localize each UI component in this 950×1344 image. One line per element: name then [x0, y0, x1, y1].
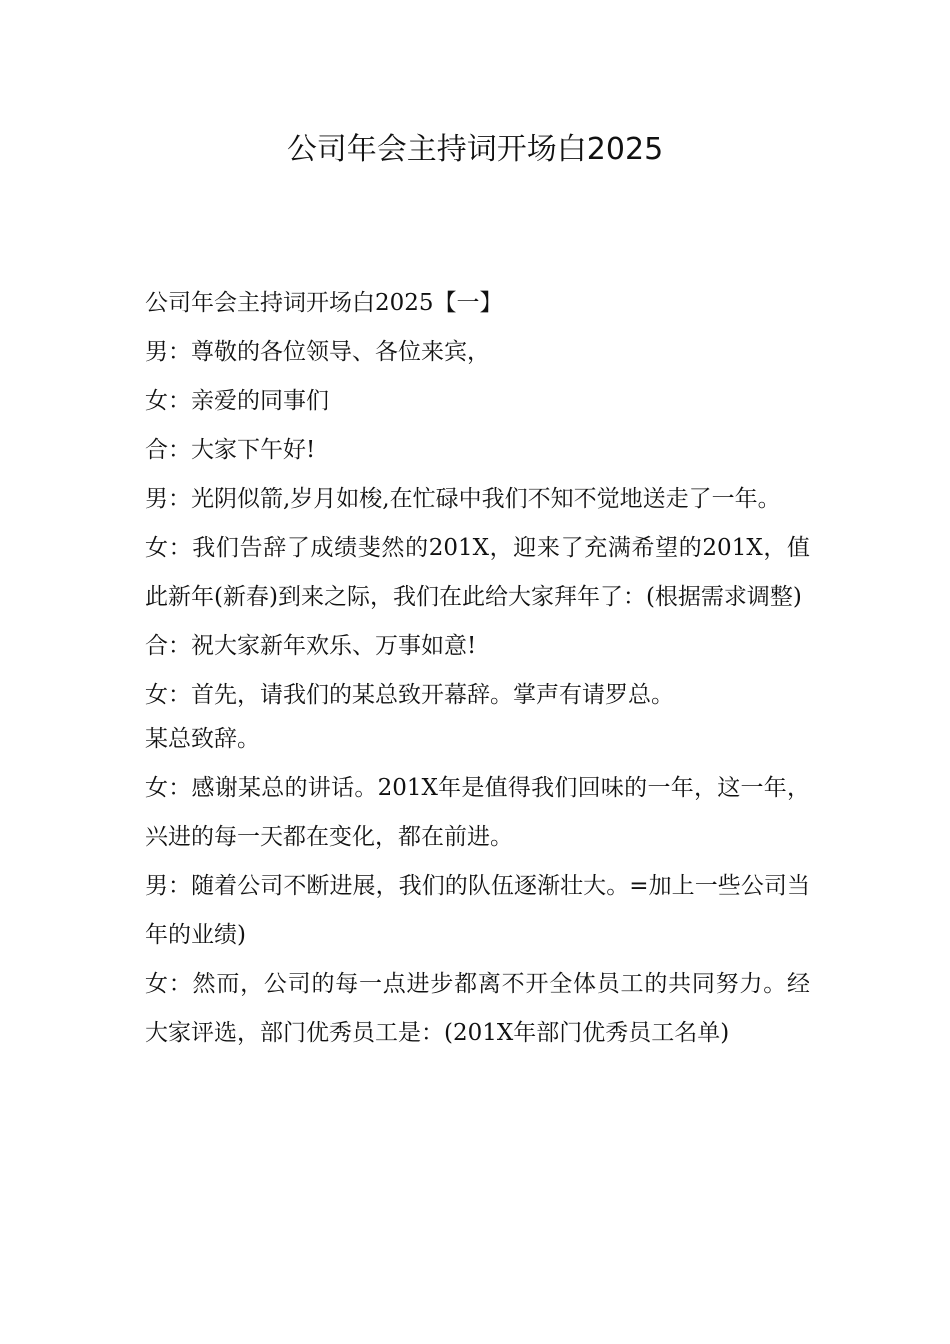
paragraph-female-employees: 女：然而，公司的每一点进步都离不开全体员工的共同努力。经大家评选，部门优秀员工是：(201X年部门优秀员工名单): [145, 971, 810, 1046]
document-body: [145, 279, 810, 1058]
paragraph-female-invite-speech: 女：首先，请我们的某总致开幕辞。掌声有请罗总。: [145, 682, 674, 708]
paragraph-male-time: 男：光阴似箭,岁月如梭,在忙碌中我们不知不觉地送走了一年。: [145, 486, 781, 512]
paragraph-speech-note: 某总致辞。: [145, 726, 260, 752]
paragraph-together-wishes: 合：祝大家新年欢乐、万事如意!: [145, 633, 477, 659]
paragraph-female-thanks: 女：感谢某总的讲话。201X年是值得我们回味的一年，这一年，兴进的每一天都在变化，都在前进。: [145, 775, 810, 850]
paragraph-male-greeting: 男：尊敬的各位领导、各位来宾，: [145, 339, 490, 365]
paragraph-together-greeting: 合：大家下午好!: [145, 437, 316, 463]
document-title: 公司年会主持词开场白2025: [286, 132, 664, 167]
paragraph-female-greeting: 女：亲爱的同事们: [145, 388, 329, 414]
paragraph-male-growth: 男：随着公司不断进展，我们的队伍逐渐壮大。=加上一些公司当年的业绩): [145, 873, 810, 948]
paragraph-section-heading: 公司年会主持词开场白2025【一】: [145, 290, 503, 316]
paragraph-female-newyear: 女：我们告辞了成绩斐然的201X，迎来了充满希望的201X，值此新年(新春)到来之际，我们在此给大家拜年了：(根据需求调整): [145, 535, 810, 610]
